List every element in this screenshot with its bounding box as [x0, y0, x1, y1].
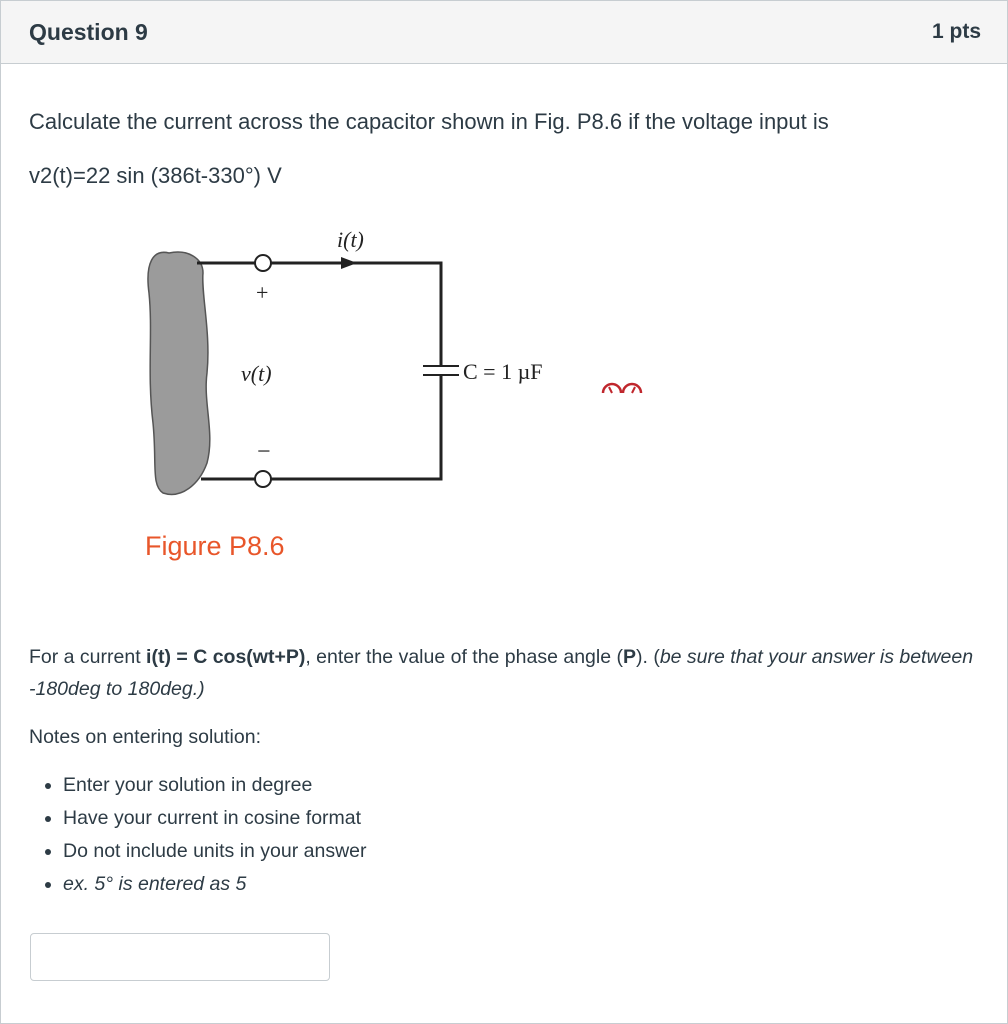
- note-item: • Do not include units in your answer: [63, 835, 367, 868]
- instructions-phase-symbol: P: [622, 646, 636, 668]
- instructions-paragraph: [29, 641, 979, 705]
- answer-input[interactable]: [30, 933, 330, 981]
- circuit-figure: [141, 223, 681, 573]
- instructions-text-a: For a current: [29, 646, 147, 668]
- note-item: • Have your current in cosine format: [63, 802, 367, 835]
- notes-heading: Notes on entering solution:: [29, 726, 261, 748]
- capacitor-label: C = 1 µF: [463, 359, 543, 384]
- notes-list: [29, 769, 367, 901]
- note-item: • Enter your solution in degree: [63, 769, 367, 802]
- minus-label: −: [257, 439, 271, 465]
- bottom-terminal: [255, 471, 271, 487]
- instructions-text-e: , enter the value of the phase angle (: [305, 646, 623, 668]
- question-header: [1, 1, 1007, 64]
- voltage-label: v(t): [241, 361, 272, 386]
- note-item: • ex. 5° is entered as 5: [63, 868, 367, 901]
- figure-caption: Figure P8.6: [145, 531, 285, 561]
- current-arrow: [341, 257, 357, 269]
- plus-label: +: [256, 280, 269, 305]
- instructions-equals: =: [170, 646, 194, 668]
- voltage-source-shape: [148, 252, 210, 494]
- prompt-line-1: Calculate the current across the capacitor shown in Fig. P8.6 if the voltage input is: [29, 109, 829, 134]
- top-terminal: [255, 255, 271, 271]
- instructions-current-symbol: i(t): [146, 646, 171, 668]
- current-label: i(t): [337, 227, 364, 252]
- instructions-formula: C cos(wt+P): [193, 646, 306, 668]
- question-points: 1 pts: [931, 20, 981, 43]
- instructions-range-note: be sure that your answer is between -180deg to 180deg.): [29, 646, 974, 700]
- prompt-line-2: v2(t)=22 sin (386t-330°) V: [29, 163, 282, 188]
- gauge-icon: [603, 384, 641, 393]
- question-title: Question 9: [29, 19, 148, 45]
- instructions-text-g: ). (: [636, 646, 660, 668]
